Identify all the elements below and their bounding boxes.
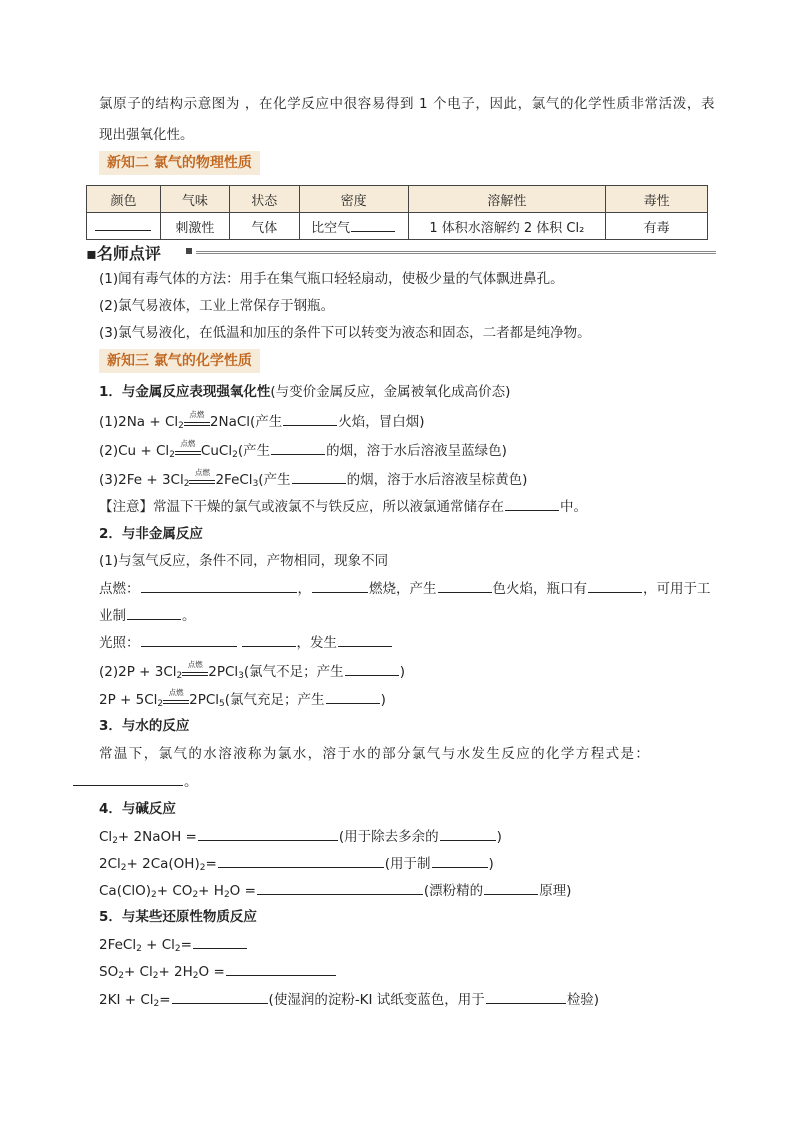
- review-bullet-icon: ▪: [86, 244, 97, 263]
- reaction-arrow-icon: 点燃: [182, 665, 208, 679]
- base-bleach: $Ca(ClO)_2+ CO_2+ H_2O$ = (漂粉精的 原理): [99, 883, 572, 900]
- reaction-p-1: $(2)2P + 3Cl_2$ 点燃 2PCl$_3$(氯气不足；产生 ): [99, 660, 405, 681]
- metal-note: 【注意】常温下干燥的氯气或液氯不与铁反应，所以液氯通常储存在 中。: [99, 499, 587, 515]
- light-line: 光照： ，发生: [99, 633, 393, 652]
- ignite-line: 点燃： ， 燃烧，产生 色火焰，瓶口有 ，可用于工: [99, 581, 711, 597]
- review-title: ▪名师点评: [86, 244, 161, 263]
- blank[interactable]: [218, 854, 384, 868]
- blank[interactable]: [486, 990, 566, 1004]
- blank[interactable]: [588, 579, 642, 593]
- header-state: 状态: [229, 186, 299, 213]
- header-color: 颜色: [87, 186, 161, 213]
- blank[interactable]: [345, 662, 399, 676]
- blank[interactable]: [326, 690, 380, 704]
- teacher-review-bar: [86, 241, 716, 263]
- cell-toxicity: 有毒: [606, 213, 708, 240]
- review-marker-icon: [186, 248, 192, 254]
- blank[interactable]: [283, 412, 337, 426]
- section-title-2: 新知二 氯气的物理性质: [99, 151, 260, 175]
- blank[interactable]: [193, 935, 247, 949]
- blank[interactable]: [242, 633, 296, 647]
- reaction-cu: $(2)Cu + Cl_2$ 点燃 CuCl$_2$(产生 的烟，溶于水后溶液呈蓝绿色): [99, 439, 507, 460]
- reduce-heading: 5．与某些还原性物质反应: [99, 909, 257, 925]
- water-heading: 3．与水的反应: [99, 718, 190, 734]
- reaction-arrow-icon: 点燃: [175, 444, 201, 458]
- review-divider: [196, 251, 716, 254]
- hydrogen-intro: (1)与氢气反应，条件不同，产物相同，现象不同: [99, 553, 389, 569]
- reduce-ki: $2KI + Cl_2=$ (使湿润的淀粉-KI 试纸变蓝色，用于 检验): [99, 992, 600, 1009]
- reaction-na: $(1)2Na + Cl_2$ 点燃 2NaCl(产生 火焰，冒白烟): [99, 410, 425, 431]
- cell-density: 比空气: [299, 213, 408, 240]
- metal-heading: 1．与金属反应表现强氧化性(与变价金属反应，金属被氧化成高价态): [99, 384, 511, 400]
- header-toxicity: 毒性: [606, 186, 708, 213]
- blank[interactable]: [198, 827, 338, 841]
- base-heading: 4．与碱反应: [99, 801, 176, 817]
- base-caoh2: $2Cl_2+ 2Ca(OH)_2=$ (用于制 ): [99, 856, 494, 873]
- reduce-fecl2: 2FeCl$_2$ + $Cl_2=$: [99, 935, 248, 958]
- blank[interactable]: [271, 441, 325, 455]
- blank[interactable]: [95, 217, 151, 231]
- cell-color: [87, 213, 161, 240]
- cell-solubility: 1 体积水溶解约 2 体积 Cl₂: [408, 213, 606, 240]
- blank[interactable]: [312, 579, 368, 593]
- cell-state: 气体: [229, 213, 299, 240]
- blank[interactable]: [172, 990, 268, 1004]
- header-odor: 气味: [160, 186, 229, 213]
- reaction-p-2: $2P + 5Cl_2$ 点燃 2PCl$_5$(氯气充足；产生 ): [99, 688, 386, 709]
- water-text: 常温下，氯气的水溶液称为氯水，溶于水的部分氯气与水发生反应的化学方程式是：: [99, 746, 651, 762]
- blank[interactable]: [484, 881, 538, 895]
- reaction-arrow-icon: 点燃: [163, 693, 189, 707]
- intro-line-2: 现出强氧化性。: [99, 127, 194, 143]
- ignite-line-2: 业制 。: [99, 608, 196, 624]
- review-item-3: (3)氯气易液化，在低温和加压的条件下可以转变为液态和固态，二者都是纯净物。: [99, 325, 591, 341]
- blank[interactable]: [292, 470, 346, 484]
- blank[interactable]: [127, 606, 181, 620]
- blank[interactable]: [432, 854, 488, 868]
- blank[interactable]: [351, 218, 395, 232]
- blank[interactable]: [73, 772, 183, 786]
- section-title-3: 新知三 氯气的化学性质: [99, 349, 260, 373]
- blank[interactable]: [438, 579, 492, 593]
- table-row: [87, 213, 708, 240]
- blank[interactable]: [440, 827, 496, 841]
- blank[interactable]: [226, 962, 336, 976]
- reaction-arrow-icon: 点燃: [189, 473, 215, 487]
- blank[interactable]: [141, 633, 237, 647]
- header-solubility: 溶解性: [408, 186, 606, 213]
- blank[interactable]: [338, 633, 392, 647]
- blank[interactable]: [257, 881, 423, 895]
- reaction-fe: $(3)2Fe + 3Cl_2$ 点燃 2FeCl$_3$(产生 的烟，溶于水后溶液呈棕黄色): [99, 468, 528, 489]
- intro-line-1: 氯原子的结构示意图为 ，在化学反应中很容易得到 1 个电子，因此，氯气的化学性质非常活泼，表: [99, 96, 716, 112]
- header-density: 密度: [299, 186, 408, 213]
- reaction-arrow-icon: 点燃: [184, 415, 210, 429]
- blank[interactable]: [505, 497, 559, 511]
- review-item-2: (2)氯气易液体，工业上常保存于钢瓶。: [99, 298, 335, 314]
- reduce-so2: $SO_2+ Cl_2+ 2H_2O$ =: [99, 962, 337, 985]
- table-header-row: [87, 186, 708, 213]
- physical-properties-table: [86, 185, 708, 240]
- cell-odor: 刺激性: [160, 213, 229, 240]
- blank[interactable]: [141, 579, 297, 593]
- base-naoh: $Cl_2+$ 2NaOH = (用于除去多余的 ): [99, 829, 502, 846]
- water-answer: 。: [72, 772, 198, 791]
- review-item-1: (1)闻有毒气体的方法：用手在集气瓶口轻轻扇动，使极少量的气体飘进鼻孔。: [99, 271, 564, 287]
- nonmetal-heading: 2．与非金属反应: [99, 526, 203, 542]
